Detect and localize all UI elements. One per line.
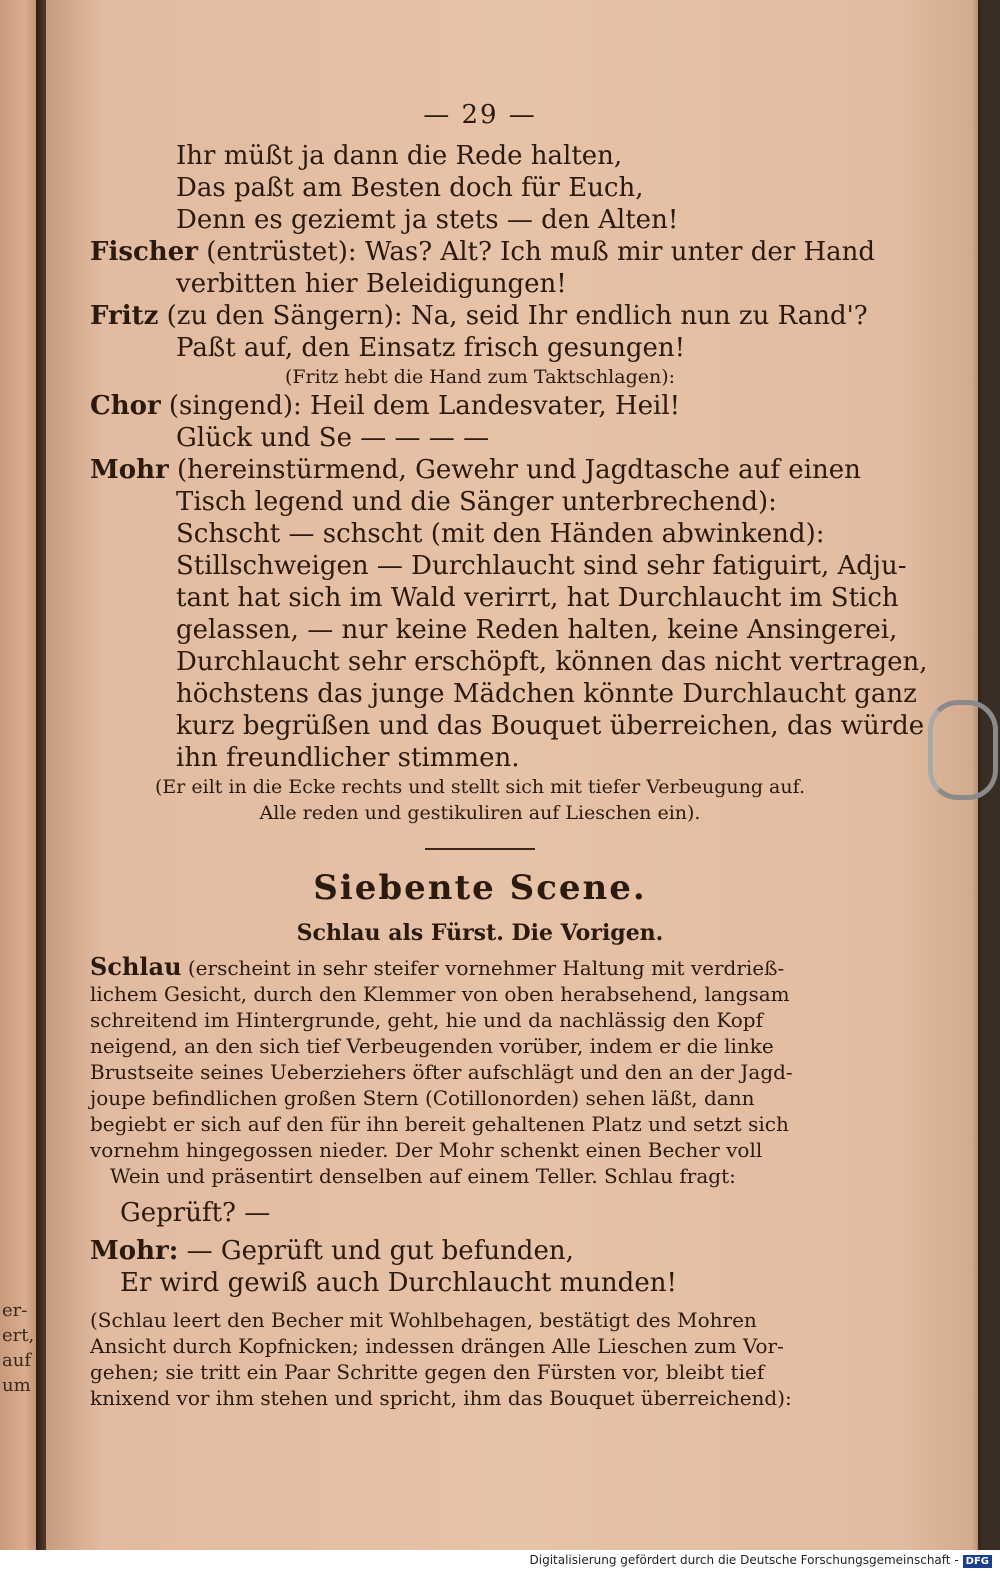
dialogue-line: Stillschweigen — Durchlaucht sind sehr fatiguirt, Adju- <box>176 551 907 581</box>
dialogue-text: (singend): Heil dem Landesvater, Heil! <box>168 391 681 421</box>
fragment: er- <box>2 1300 28 1321</box>
direction-line: Brustseite seines Ueberziehers öfter aufschlägt und den an der Jagd- <box>90 1060 793 1084</box>
speaker-name: Mohr: <box>90 1236 179 1266</box>
dialogue-text: (hereinstürmend, Gewehr und Jagdtasche auf einen <box>177 455 861 485</box>
verse-line: Das paßt am Besten doch für Euch, <box>176 173 644 203</box>
stage-direction-block <box>90 1307 870 1411</box>
verse-line: Ihr müßt ja dann die Rede halten, <box>176 141 623 171</box>
dialogue-line: Schscht — schscht (mit den Händen abwinkend): <box>176 519 825 549</box>
dialogue-line: gelassen, — nur keine Reden halten, keine Ansingerei, <box>176 615 898 645</box>
direction-line: lichem Gesicht, durch den Klemmer von oben herabsehend, langsam <box>90 982 790 1006</box>
direction-line: gehen; sie tritt ein Paar Schritte gegen den Fürsten vor, bleibt tief <box>90 1360 765 1384</box>
fragment: auf <box>2 1350 31 1371</box>
dialogue-line: Geprüft? — <box>120 1198 271 1228</box>
stage-direction: Alle reden und gestikuliren auf Lieschen ein). <box>259 802 701 824</box>
stage-direction-schlau <box>90 954 870 981</box>
footer-text: Digitalisierung gefördert durch die Deutsche Forschungsgemeinschaft - <box>529 1553 959 1567</box>
dialogue-line: Glück und Se — — — — <box>176 423 490 453</box>
direction-line: begiebt er sich auf den für ihn bereit gehaltenen Platz und setzt sich <box>90 1112 789 1136</box>
dialogue-text: (zu den Sängern): Na, seid Ihr endlich nun zu Rand'? <box>166 301 868 331</box>
dialogue-mohr <box>90 1235 870 1267</box>
dialogue-line: höchstens das junge Mädchen könnte Durchlaucht ganz <box>176 679 917 709</box>
direction-line: vornehm hingegossen nieder. Der Mohr schenkt einen Becher voll <box>90 1138 763 1162</box>
dialogue-mohr <box>90 454 870 486</box>
dialogue-line: tant hat sich im Wald verirrt, hat Durchlaucht im Stich <box>176 583 899 613</box>
section-divider <box>425 848 535 850</box>
page-text <box>90 100 928 1411</box>
stage-direction: (Er eilt in die Ecke rechts und stellt sich mit tiefer Verbeugung auf. <box>154 776 806 798</box>
direction-line: neigend, an den sich tief Verbeugenden vorüber, indem er die linke <box>90 1034 774 1058</box>
dialogue-chor <box>90 390 870 422</box>
direction-line: Wein und präsentirt denselben auf einem Teller. Schlau fragt: <box>110 1164 736 1188</box>
direction-line: joupe befindlichen großen Stern (Cotillonorden) sehen läßt, dann <box>90 1086 755 1110</box>
speaker-name: Fritz <box>90 301 159 331</box>
dialogue-line: verbitten hier Beleidigungen! <box>176 269 567 299</box>
direction-line: knixend vor ihm stehen und spricht, ihm das Bouquet überreichend): <box>90 1386 792 1410</box>
scene-title: Siebente Scene. <box>313 868 647 908</box>
speaker-name: Mohr <box>90 455 169 485</box>
dialogue-line: kurz begrüßen und das Bouquet überreichen, das würde <box>176 711 925 741</box>
speaker-name: Fischer <box>90 237 198 267</box>
fragment: ert, <box>2 1325 35 1346</box>
direction-line: schreitend im Hintergrunde, geht, hie und da nachlässig den Kopf <box>90 1008 763 1032</box>
dialogue-fischer <box>90 236 876 268</box>
dialogue-text: (entrüstet): Was? Alt? Ich muß mir unter der Hand <box>206 237 876 267</box>
direction-line: (Schlau leert den Becher mit Wohlbehagen, bestätigt des Mohren <box>90 1308 757 1332</box>
direction-text: (erscheint in sehr steifer vornehmer Haltung mit verdrieß- <box>187 956 785 980</box>
paper-clip <box>928 700 998 800</box>
page-number: — 29 — <box>423 100 537 130</box>
speaker-name: Schlau <box>90 952 182 981</box>
fragment: um <box>2 1375 31 1396</box>
speaker-name: Chor <box>90 391 161 421</box>
footer-credit <box>530 1553 993 1568</box>
dialogue-line: Durchlaucht sehr erschöpft, können das nicht vertragen, <box>176 647 928 677</box>
dialogue-line: Er wird gewiß auch Durchlaucht munden! <box>120 1268 677 1298</box>
scene-subtitle: Schlau als Fürst. Die Vorigen. <box>296 920 664 946</box>
dialogue-text: — Geprüft und gut befunden, <box>186 1236 574 1266</box>
stage-direction: (Fritz hebt die Hand zum Taktschlagen): <box>284 366 676 388</box>
direction-line: Ansicht durch Kopfnicken; indessen drängen Alle Lieschen zum Vor- <box>90 1334 784 1358</box>
dialogue-line: ihn freundlicher stimmen. <box>176 743 520 773</box>
dialogue-line: Paßt auf, den Einsatz frisch gesungen! <box>176 333 686 363</box>
dialogue-line: Tisch legend und die Sänger unterbrechend): <box>176 487 777 517</box>
dfg-logo: DFG <box>963 1555 992 1568</box>
verse-line: Denn es geziemt ja stets — den Alten! <box>176 205 679 235</box>
dialogue-fritz <box>90 300 870 332</box>
